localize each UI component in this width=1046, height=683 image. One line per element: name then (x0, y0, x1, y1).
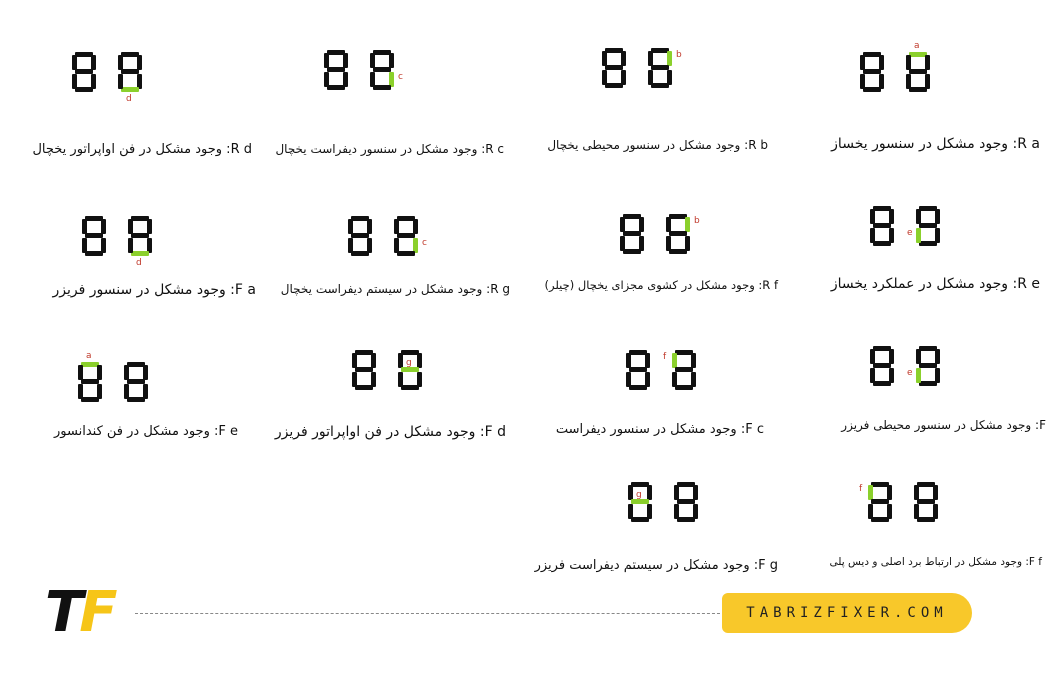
segment-f (394, 219, 399, 234)
segment-f (324, 53, 329, 68)
segment-d (85, 251, 103, 256)
segment-g (677, 499, 695, 504)
seven-seg-display (860, 41, 930, 92)
segment-e (370, 72, 375, 87)
segment-e (868, 504, 873, 519)
segment-b (889, 209, 894, 224)
segment-d (863, 87, 881, 92)
segment-d (623, 249, 641, 254)
seven-seg-display (870, 346, 940, 386)
segment-d (401, 385, 419, 390)
segment-label: a (86, 351, 92, 361)
error-description: : وجود مشکل در فن اواپراتور یخچال (32, 142, 231, 157)
segment-b (343, 53, 348, 68)
error-code: F a (234, 282, 256, 298)
segment-f (870, 349, 875, 364)
error-caption (54, 424, 238, 439)
website-pill[interactable]: TABRIZFIXER.COM (722, 593, 972, 633)
segment-g (675, 367, 693, 372)
segment-g (355, 367, 373, 372)
logo-letter-f: F (79, 580, 114, 645)
error-code: F f (1028, 556, 1042, 568)
segment-b (935, 349, 940, 364)
segment-d (917, 517, 935, 522)
segment-label: c (422, 238, 427, 248)
seven-seg-display (620, 214, 700, 254)
error-description: : وجود مشکل در سیستم دیفراست فریزر (534, 558, 759, 573)
segment-d (669, 249, 687, 254)
error-cell-F-d (262, 340, 518, 510)
segment-label: d (126, 94, 132, 104)
segment-label: b (676, 50, 682, 60)
segment-label: g (406, 358, 412, 368)
segment-f (906, 55, 911, 70)
seven-seg-digit (628, 482, 652, 522)
segment-b (413, 219, 418, 234)
segment-b (137, 55, 142, 70)
segment-f (914, 485, 919, 500)
error-description: : وجود مشکل در سنسور یخساز (831, 136, 1018, 152)
segment-label: a (914, 41, 920, 51)
segment-g (669, 231, 687, 236)
seven-seg-digit (324, 50, 348, 90)
segment-e (906, 74, 911, 89)
seven-seg-digit (859, 482, 892, 522)
segment-e (620, 236, 625, 251)
segment-f (370, 53, 375, 68)
error-code: F g (758, 558, 778, 573)
error-caption (547, 138, 768, 152)
segment-f (348, 219, 353, 234)
seven-seg-display (352, 350, 422, 390)
seven-seg-display (859, 482, 938, 522)
error-description: : وجود مشکل در کشوی مجزای یخچال (چیلر) (544, 278, 763, 292)
error-description: : وجود مشکل در فن کندانسور (54, 424, 219, 439)
segment-d (327, 85, 345, 90)
segment-d (351, 251, 369, 256)
segment-g (919, 223, 937, 228)
seven-seg-digit (602, 48, 626, 88)
segment-g (327, 67, 345, 72)
segment-label: d (136, 258, 142, 268)
segment-f (78, 365, 83, 380)
seven-seg-digit (348, 216, 372, 256)
tabrizfixer-logo (45, 580, 114, 645)
segment-g (81, 379, 99, 384)
error-description: : وجود مشکل در عملکرد یخساز (830, 276, 1018, 292)
highlighted-segment-e (916, 228, 921, 243)
segment-b (647, 485, 652, 500)
segment-d (605, 83, 623, 88)
seven-seg-display (324, 50, 403, 90)
highlighted-segment-b (685, 217, 690, 232)
segment-b (417, 353, 422, 368)
seven-seg-display (82, 216, 152, 268)
seven-seg-digit (860, 52, 884, 92)
error-caption (556, 422, 764, 437)
error-code: R g (490, 282, 510, 296)
error-description: : وجود مشکل در سنسور محیطی یخچال (547, 138, 749, 152)
segment-g (629, 367, 647, 372)
error-caption (275, 142, 504, 156)
segment-d (651, 83, 669, 88)
error-caption (535, 558, 778, 573)
segment-g (873, 223, 891, 228)
segment-g (863, 69, 881, 74)
seven-seg-digit (394, 216, 427, 256)
segment-b (925, 55, 930, 70)
segment-g (127, 379, 145, 384)
seven-seg-digit (352, 350, 376, 390)
seven-seg-digit (370, 50, 403, 90)
segment-e (128, 238, 133, 253)
highlighted-segment-b (667, 51, 672, 66)
segment-f (124, 365, 129, 380)
error-caption (841, 418, 1046, 432)
error-description: : وجود مشکل در سنسور محیطی فریزر (841, 418, 1040, 432)
seven-seg-digit (666, 214, 700, 254)
segment-d (127, 397, 145, 402)
segment-g (397, 233, 415, 238)
segment-f (352, 353, 357, 368)
segment-f (870, 209, 875, 224)
seven-seg-digit (626, 350, 650, 390)
segment-e (672, 372, 677, 387)
segment-label: f (663, 352, 667, 362)
segment-g (131, 233, 149, 238)
segment-d (81, 397, 99, 402)
segment-e (648, 70, 653, 85)
segment-e (860, 74, 865, 89)
error-caption (545, 278, 778, 292)
segment-b (879, 55, 884, 70)
segment-b (367, 219, 372, 234)
segment-f (916, 349, 921, 364)
segment-g (873, 363, 891, 368)
segment-e (348, 238, 353, 253)
segment-e (324, 72, 329, 87)
segment-e (394, 238, 399, 253)
segment-e (626, 372, 631, 387)
error-code: F d (484, 424, 506, 440)
segment-b (147, 219, 152, 234)
seven-seg-digit (907, 206, 940, 246)
segment-g (871, 499, 889, 504)
segment-b (101, 219, 106, 234)
error-caption (830, 556, 1042, 568)
segment-label: f (859, 484, 863, 494)
segment-b (143, 365, 148, 380)
error-description: : وجود مشکل در ارتباط برد اصلی و دیس پلی (829, 556, 1029, 568)
segment-d (677, 517, 695, 522)
segment-g (85, 233, 103, 238)
seven-seg-display (628, 482, 698, 522)
segment-e (118, 74, 123, 89)
error-caption (275, 424, 506, 440)
segment-d (873, 241, 891, 246)
segment-label: b (694, 216, 700, 226)
segment-e (870, 228, 875, 243)
error-code: F (1039, 418, 1046, 432)
highlighted-segment-f (672, 353, 677, 368)
error-caption (53, 282, 257, 298)
segment-label: e (907, 368, 913, 378)
highlighted-segment-f (868, 485, 873, 500)
seven-seg-digit (906, 41, 930, 92)
segment-f (82, 219, 87, 234)
segment-b (887, 485, 892, 500)
segment-d (373, 85, 391, 90)
segment-f (602, 51, 607, 66)
error-cell-F-e (6, 340, 262, 510)
segment-e (870, 368, 875, 383)
seven-seg-display (78, 351, 148, 402)
error-cell-R-c (262, 40, 518, 210)
segment-b (91, 55, 96, 70)
segment-label: g (636, 490, 642, 500)
segment-g (605, 65, 623, 70)
segment-e (674, 504, 679, 519)
error-cell-R-b (522, 40, 778, 210)
segment-e (82, 238, 87, 253)
segment-d (631, 517, 649, 522)
segment-g (917, 499, 935, 504)
footer-divider (135, 613, 725, 614)
error-code: R e (1017, 276, 1040, 292)
segment-b (97, 365, 102, 380)
segment-d (919, 241, 937, 246)
seven-seg-display (348, 216, 427, 256)
segment-g (651, 65, 669, 70)
segment-g (909, 69, 927, 74)
error-cell-R-a (790, 40, 1046, 210)
seven-seg-digit (620, 214, 644, 254)
segment-f (648, 51, 653, 66)
segment-label: c (398, 72, 403, 82)
segment-g (121, 69, 139, 74)
segment-f (666, 217, 671, 232)
seven-seg-digit (128, 216, 152, 268)
segment-f (628, 485, 633, 500)
seven-seg-digit (72, 52, 96, 92)
highlighted-segment-d (121, 87, 139, 92)
error-code: R d (230, 142, 252, 157)
segment-g (919, 363, 937, 368)
error-description: : وجود مشکل در سنسور دیفراست (555, 422, 746, 437)
segment-b (389, 53, 394, 68)
segment-g (75, 69, 93, 74)
seven-seg-digit (663, 350, 696, 390)
segment-d (355, 385, 373, 390)
segment-e (352, 372, 357, 387)
segment-f (398, 353, 403, 368)
segment-b (691, 353, 696, 368)
segment-d (675, 385, 693, 390)
segment-d (75, 87, 93, 92)
error-description: : وجود مشکل در سیستم دیفراست یخچال (280, 282, 491, 296)
seven-seg-display (870, 206, 940, 246)
error-caption (32, 142, 252, 157)
seven-seg-digit (870, 206, 894, 246)
segment-f (860, 55, 865, 70)
segment-b (371, 353, 376, 368)
segment-e (72, 74, 77, 89)
segment-f (626, 353, 631, 368)
seven-seg-digit (82, 216, 106, 256)
segment-d (871, 517, 889, 522)
seven-seg-digit (124, 362, 148, 402)
error-caption (831, 276, 1040, 292)
segment-e (124, 384, 129, 399)
segment-e (914, 504, 919, 519)
error-code: F c (745, 422, 764, 437)
highlighted-segment-d (131, 251, 149, 256)
segment-d (873, 381, 891, 386)
error-description: : وجود مشکل در فن اواپراتور فریزر (274, 424, 485, 440)
error-code: R a (1017, 136, 1040, 152)
segment-b (621, 51, 626, 66)
segment-g (373, 67, 391, 72)
error-code: F e (218, 424, 238, 439)
seven-seg-digit (78, 351, 102, 402)
error-code: R c (485, 142, 504, 156)
segment-b (933, 485, 938, 500)
seven-seg-digit (914, 482, 938, 522)
segment-e (628, 504, 633, 519)
segment-e (78, 384, 83, 399)
segment-f (674, 485, 679, 500)
segment-e (666, 236, 671, 251)
segment-b (693, 485, 698, 500)
segment-b (889, 349, 894, 364)
segment-d (397, 251, 415, 256)
error-caption (831, 136, 1040, 152)
segment-g (623, 231, 641, 236)
error-caption (281, 282, 510, 296)
segment-f (620, 217, 625, 232)
seven-seg-digit (648, 48, 682, 88)
segment-f (128, 219, 133, 234)
segment-b (935, 209, 940, 224)
seven-seg-display (72, 52, 142, 104)
seven-seg-digit (398, 350, 422, 390)
seven-seg-digit (907, 346, 940, 386)
segment-b (639, 217, 644, 232)
seven-seg-digit (870, 346, 894, 386)
error-cell-R-d (6, 40, 262, 210)
seven-seg-digit (118, 52, 142, 104)
seven-seg-display (626, 350, 696, 390)
seven-seg-digit (674, 482, 698, 522)
error-code: R b (748, 138, 768, 152)
segment-d (919, 381, 937, 386)
highlighted-segment-e (916, 368, 921, 383)
segment-f (916, 209, 921, 224)
error-description: : وجود مشکل در سنسور دیفراست یخچال (275, 142, 486, 156)
segment-e (602, 70, 607, 85)
segment-d (909, 87, 927, 92)
logo-letter-t: T (45, 580, 80, 645)
segment-d (629, 385, 647, 390)
segment-f (72, 55, 77, 70)
segment-label: e (907, 228, 913, 238)
seven-seg-display (602, 48, 682, 88)
error-code: R f (762, 278, 778, 292)
segment-e (398, 372, 403, 387)
segment-b (645, 353, 650, 368)
segment-g (351, 233, 369, 238)
segment-f (118, 55, 123, 70)
error-description: : وجود مشکل در سنسور فریزر (52, 282, 235, 298)
